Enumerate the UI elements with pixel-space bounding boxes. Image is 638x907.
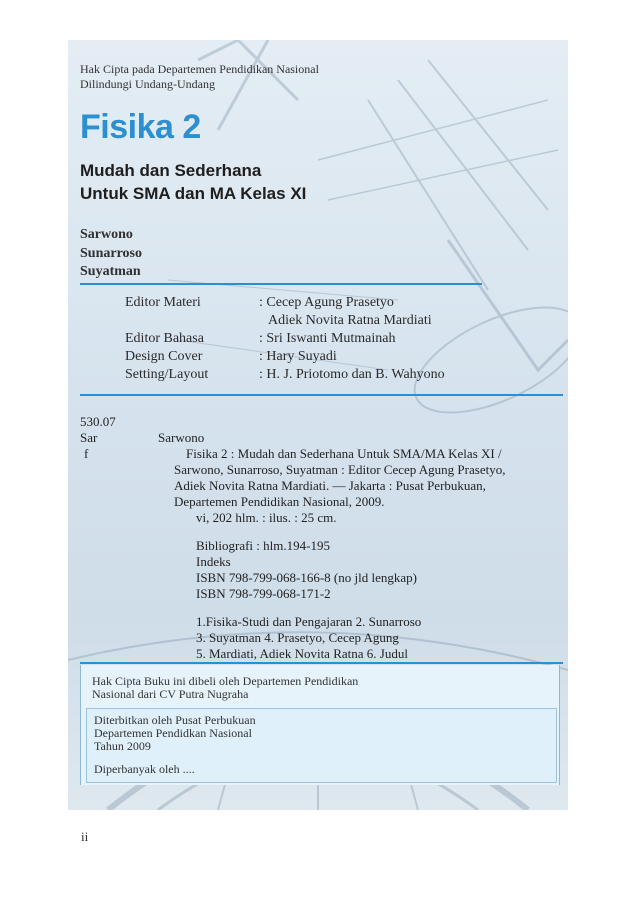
catalog-line-3: Adiek Novita Ratna Mardiati. — Jakarta : Pusat Perbukuan, (174, 478, 486, 493)
copyright-line2: Dilindungi Undang-Undang (80, 77, 215, 91)
credit-value-editor-bahasa: : Sri Iswanti Mutmainah (259, 331, 396, 346)
credit-value-editor-materi: : Cecep Agung Prasetyo (259, 295, 394, 310)
catalog-note-4: ISBN 798-799-068-171-2 (196, 586, 331, 601)
purchase-note-line2: Nasional dari CV Putra Nugraha (92, 687, 249, 701)
book-subtitle-2: Untuk SMA dan MA Kelas XI (80, 184, 307, 203)
publisher-line1: Diterbitkan oleh Pusat Perbukuan (94, 713, 256, 727)
catalog-note-3: ISBN 798-799-068-166-8 (no jld lengkap) (196, 570, 417, 585)
catalog-physical: vi, 202 hlm. : ilus. : 25 cm. (196, 510, 337, 525)
catalog-author-code: Sar (80, 430, 98, 445)
catalog-line-4: Departemen Pendidikan Nasional, 2009. (174, 494, 385, 509)
catalog-title-code: f (84, 446, 89, 461)
catalog-subject-1: 1.Fisika-Studi dan Pengajaran 2. Sunarroso (196, 614, 422, 629)
catalog-note-1: Bibliografi : hlm.194-195 (196, 538, 330, 553)
catalog-note-2: Indeks (196, 554, 231, 569)
catalog-subject-2: 3. Suyatman 4. Prasetyo, Cecep Agung (196, 630, 399, 645)
purchase-note-line1: Hak Cipta Buku ini dibeli oleh Departemen Pendidikan (92, 674, 359, 688)
credit-label-editor-bahasa: Editor Bahasa (125, 331, 204, 346)
page-number: ii (81, 829, 89, 844)
publisher-line4: Diperbanyak oleh .... (94, 762, 195, 776)
catalog-author: Sarwono (158, 430, 205, 445)
catalog-subject-3: 5. Mardiati, Adiek Novita Ratna 6. Judul (196, 646, 408, 661)
divider-top (80, 283, 482, 285)
author-3: Suyatman (80, 264, 141, 279)
credit-label-setting-layout: Setting/Layout (125, 367, 209, 382)
divider-middle (80, 394, 563, 396)
credit-label-editor-materi: Editor Materi (125, 295, 201, 310)
catalog-line-1: Fisika 2 : Mudah dan Sederhana Untuk SMA/MA Kelas XI / (186, 446, 502, 461)
credit-value-setting-layout: : H. J. Priotomo dan B. Wahyono (259, 367, 445, 382)
author-1: Sarwono (80, 227, 133, 242)
credit-value-design-cover: : Hary Suyadi (259, 349, 337, 364)
book-subtitle-1: Mudah dan Sederhana (80, 161, 262, 180)
copyright-line1: Hak Cipta pada Departemen Pendidikan Nasional (80, 62, 319, 76)
author-2: Sunarroso (80, 246, 142, 261)
publisher-line2: Departemen Pendidkan Nasional (94, 726, 252, 740)
catalog-class-number: 530.07 (80, 414, 116, 429)
credit-value-editor-materi-2: Adiek Novita Ratna Mardiati (268, 313, 432, 328)
publisher-line3: Tahun 2009 (94, 739, 151, 753)
credit-label-design-cover: Design Cover (125, 349, 203, 364)
catalog-line-2: Sarwono, Sunarroso, Suyatman : Editor Cecep Agung Prasetyo, (174, 462, 506, 477)
book-title: Fisika 2 (80, 108, 201, 146)
divider-bottom (80, 662, 563, 664)
